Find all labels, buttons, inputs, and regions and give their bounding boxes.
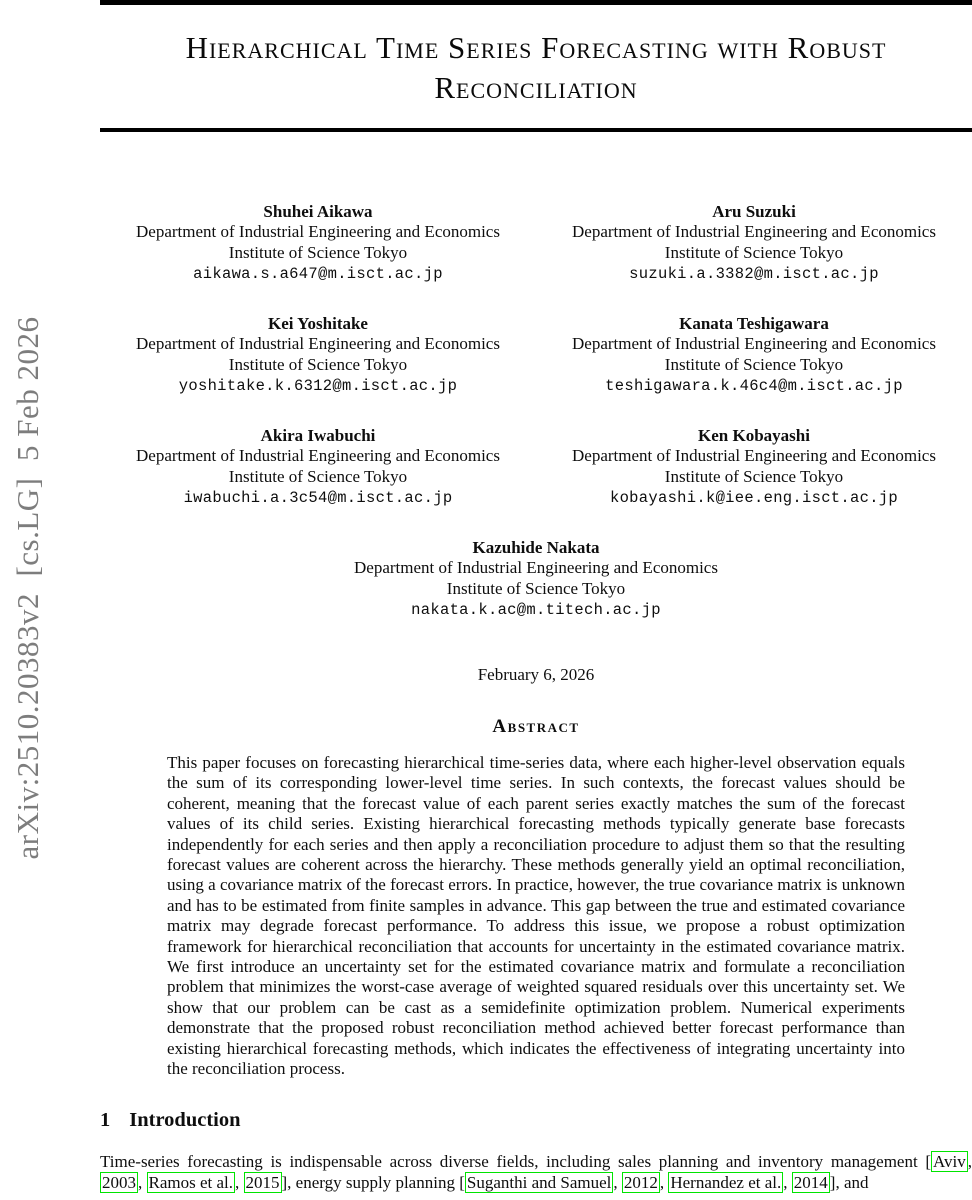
paragraph-text: ], and (829, 1173, 869, 1192)
author-department: Department of Industrial Engineering and Economics (136, 446, 500, 465)
author-institute: Institute of Science Tokyo (664, 466, 844, 486)
author-institute: Institute of Science Tokyo (446, 578, 626, 598)
author-name: Kazuhide Nakata (472, 538, 600, 557)
author-block (100, 537, 972, 621)
author-block (100, 201, 536, 285)
citation-link[interactable]: 2012 (623, 1173, 658, 1192)
author-department: Department of Industrial Engineering and Economics (572, 222, 936, 241)
authors-grid (100, 201, 972, 509)
author-email: aikawa.s.a647@m.isct.ac.jp (193, 265, 443, 283)
citation-link[interactable]: 2014 (793, 1173, 828, 1192)
author-institute: Institute of Science Tokyo (664, 242, 844, 262)
citation-link[interactable]: 2003 (102, 1173, 136, 1192)
author-block (100, 425, 536, 509)
paper-date: February 6, 2026 (477, 665, 595, 684)
author-block (536, 425, 972, 509)
author-institute: Institute of Science Tokyo (228, 242, 408, 262)
author-email: kobayashi.k@iee.eng.isct.ac.jp (609, 489, 899, 507)
author-department: Department of Industrial Engineering and Economics (354, 558, 718, 577)
citation-link[interactable]: 2015 (245, 1173, 280, 1192)
title-rule-top (100, 0, 972, 5)
title-rule-bottom (100, 128, 972, 132)
citation-link[interactable]: Aviv (933, 1151, 966, 1171)
paper-content (100, 0, 972, 1194)
author-email: iwabuchi.a.3c54@m.isct.ac.jp (183, 489, 453, 507)
abstract-text: This paper focuses on forecasting hierarchical time-series data, where each higher-level observation equals the sum of its corresponding lower-level time series. In such contexts, the forecast values should be coherent, meaning that the forecast value of each parent series exactly matches the sum of the forecast values of its child series. Existing hierarchical forecasting methods typically generate base forecasts independently for each series and then apply a reconciliation procedure to adjust them so that the resulting forecast values are coherent across the hierarchy. These methods generally yield an optimal reconciliation, using a covariance matrix of the forecast errors. In practice, however, the true covariance matrix is unknown and has to be estimated from finite samples in advance. This gap between the true and estimated covariance matrix may degrade forecast performance. To address this issue, we propose a robust optimization framework for hierarchical reconciliation that accounts for uncertainty in the estimated covariance matrix. We first introduce an uncertainty set for the estimated covariance matrix and formulate a reconciliation problem that minimizes the worst-case average of weighted squared residuals over this uncertainty set. We show that our problem can be cast as a semidefinite optimization problem. Numerical experiments demonstrate that the proposed robust reconciliation method achieved better forecast performance than existing hierarchical forecasting methods, which indicates the effectiveness of integrating uncertainty into the reconciliation process. (167, 753, 905, 1079)
author-email: nakata.k.ac@m.titech.ac.jp (411, 601, 661, 619)
paragraph-text: , (967, 1151, 972, 1171)
author-name: Aru Suzuki (712, 202, 796, 221)
section-heading-introduction (100, 1107, 972, 1133)
section-title: Introduction (129, 1108, 241, 1131)
author-email: yoshitake.k.6312@m.isct.ac.jp (178, 377, 458, 395)
author-block (536, 313, 972, 397)
author-name: Akira Iwabuchi (260, 426, 376, 445)
abstract-heading: Abstract (492, 716, 580, 737)
author-block (100, 313, 536, 397)
author-institute: Institute of Science Tokyo (664, 354, 844, 374)
author-block (536, 201, 972, 285)
author-institute: Institute of Science Tokyo (228, 466, 408, 486)
paragraph-text: , (613, 1173, 622, 1192)
section-number: 1 (100, 1108, 111, 1131)
paragraph-text: , (235, 1173, 244, 1192)
author-department: Department of Industrial Engineering and Economics (136, 334, 500, 353)
author-name: Kanata Teshigawara (679, 314, 829, 333)
author-name: Kei Yoshitake (268, 314, 368, 333)
citation-link[interactable]: Ramos et al. (148, 1173, 234, 1192)
paragraph-text: , (138, 1173, 147, 1192)
paragraph-text: Time-series forecasting is indispensable across diverse fields, including sales planning and inventory management [ (100, 1151, 931, 1171)
citation-link[interactable]: Hernandez et al. (670, 1173, 782, 1192)
citation-link[interactable]: Suganthi and Samuel (466, 1173, 612, 1192)
arxiv-watermark: arXiv:2510.20383v2 [cs.LG] 5 Feb 2026 (10, 316, 45, 860)
introduction-paragraph (100, 1151, 972, 1194)
paragraph-text: , (659, 1173, 669, 1192)
paper-title: Hierarchical Time Series Forecasting with Robust Reconciliation (185, 30, 887, 105)
author-department: Department of Industrial Engineering and Economics (572, 446, 936, 465)
author-name: Shuhei Aikawa (263, 202, 373, 221)
author-department: Department of Industrial Engineering and Economics (572, 334, 936, 353)
paragraph-text: , (783, 1173, 792, 1192)
paragraph-text: ], energy supply planning [ (281, 1173, 465, 1192)
author-name: Ken Kobayashi (698, 426, 810, 445)
author-email: suzuki.a.3382@m.isct.ac.jp (629, 265, 879, 283)
author-department: Department of Industrial Engineering and Economics (136, 222, 500, 241)
author-institute: Institute of Science Tokyo (228, 354, 408, 374)
author-email: teshigawara.k.46c4@m.isct.ac.jp (605, 377, 903, 395)
